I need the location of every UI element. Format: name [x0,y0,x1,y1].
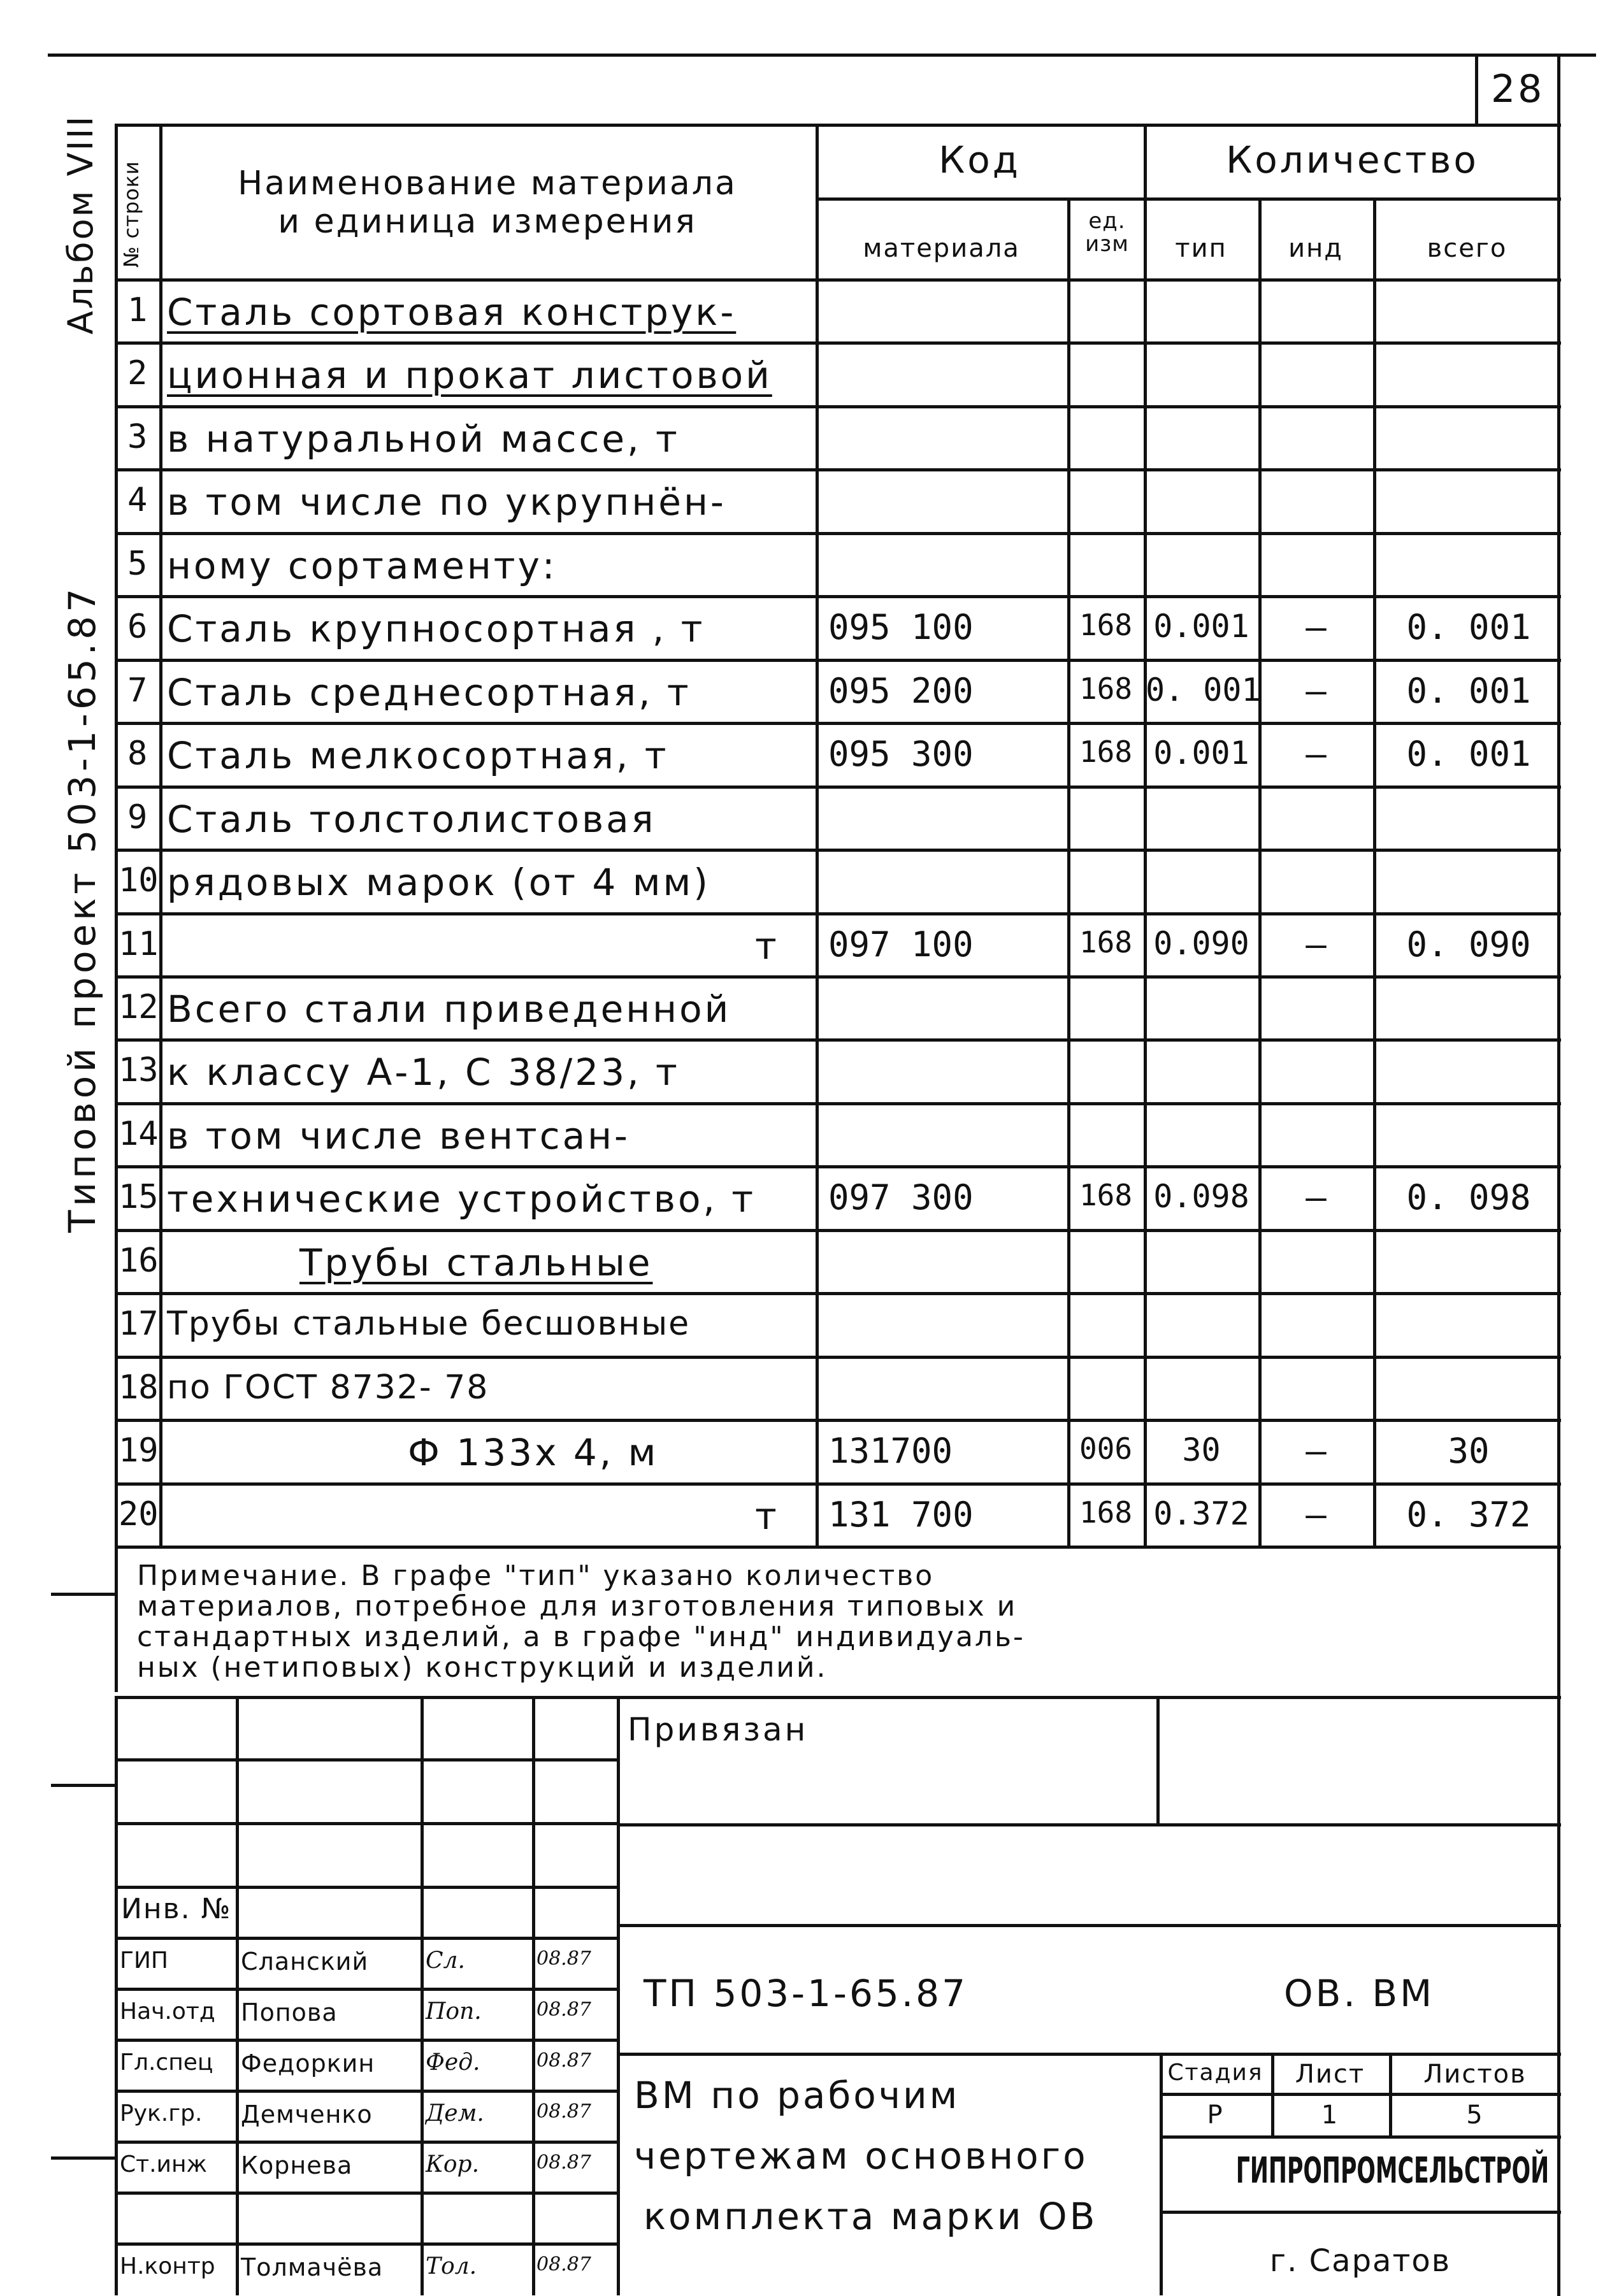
signature-mark: Фед. [426,2049,480,2076]
row-ind: — [1306,924,1327,965]
row-number: 18 [119,1368,159,1407]
row-total: 0. 001 [1406,734,1531,775]
row-name: т [755,1494,779,1538]
sheet-number: 28 [1491,67,1545,111]
row-number: 12 [119,987,159,1026]
row-divider [115,532,1561,535]
signature-divider [115,2039,617,2042]
row-ind: — [1306,734,1327,775]
row-divider [115,341,1561,345]
title-line-2: чертежам основного [634,2134,1088,2178]
row-unit: 168 [1079,1178,1133,1213]
row-divider [115,468,1561,471]
row-code: 097 100 [828,924,974,965]
row-name: ному сортаменту: [167,543,558,587]
signature-mark: Поп. [426,1998,482,2025]
row-number: 15 [119,1178,159,1217]
row-name: Сталь крупносортная , т [167,607,705,651]
header-quantity: Количество [1226,138,1479,182]
row-ind: — [1306,1494,1327,1535]
signature-mark: Сл. [426,1948,465,1974]
note-line: материалов, потребное для изготовления типовых и [137,1590,1018,1623]
row-name: Сталь сортовая конструк- [167,291,737,334]
row-number: 10 [119,861,159,900]
row-divider [115,1419,1561,1422]
header-name-line1: Наименование материала [238,164,737,203]
row-name: ционная и прокат листовой [167,354,772,398]
row-number: 3 [127,417,148,456]
row-code: 097 300 [828,1177,974,1218]
row-ind: — [1306,1431,1327,1472]
row-type: 0.090 [1153,924,1249,962]
row-unit: 168 [1079,924,1133,959]
album-label: Альбом VIII [61,114,101,334]
row-unit: 168 [1079,671,1133,706]
row-type: 0.372 [1153,1495,1249,1532]
header-code-material: материала [863,234,1020,263]
stage-label: Стадия [1167,2060,1263,2086]
row-name: в том числе вентсан- [167,1114,630,1158]
inventory-number-label: Инв. № [121,1893,232,1925]
row-type: 0.001 [1153,735,1249,772]
row-divider [115,278,1561,282]
signature-divider [115,1988,617,1991]
row-divider [115,659,1561,662]
signature-role: Гл.спец [120,2049,213,2076]
row-divider [115,975,1561,979]
signature-role: Нач.отд [120,1998,215,2025]
signature-mark: Дем. [426,2100,484,2127]
signature-divider [115,2090,617,2093]
sheets-value: 5 [1466,2100,1484,2130]
signature-date: 08.87 [536,1998,591,2021]
row-divider [115,722,1561,725]
note-side-tick [51,1593,115,1596]
bound-label: Привязан [628,1711,809,1748]
signature-divider [115,1937,617,1940]
signature-role: Н.контр [120,2253,215,2279]
row-total: 0. 090 [1406,924,1531,965]
row-number: 13 [119,1051,159,1090]
note-left-border [115,1546,118,1692]
row-unit: 006 [1079,1431,1133,1467]
row-type: 0.098 [1153,1178,1249,1216]
header-name-line2: и единица измерения [278,203,697,241]
row-divider [115,786,1561,789]
title-line-3: комплекта марки ОВ [644,2195,1098,2238]
row-number: 8 [127,735,148,773]
row-number: 6 [127,608,148,647]
top-border [48,54,1596,57]
row-number: 4 [127,481,148,520]
header-code-unit: ед. изм [1085,208,1129,257]
right-border [1557,54,1560,2296]
signature-date: 08.87 [536,2151,591,2174]
row-divider [115,1482,1561,1486]
row-name: Всего стали приведенной [167,987,731,1031]
row-number: 2 [127,354,148,393]
signature-role: Ст.инж [120,2151,207,2178]
signature-name: Корнева [241,2151,353,2179]
row-divider [115,405,1561,408]
signature-name: Сланский [241,1948,369,1976]
signature-divider [115,2242,617,2246]
sheet-label: Лист [1295,2060,1365,2089]
row-unit: 168 [1079,735,1133,770]
row-divider [115,595,1561,598]
row-code: 131700 [828,1431,953,1472]
sheet-value: 1 [1321,2100,1339,2130]
row-total: 0. 372 [1406,1494,1531,1535]
row-name: Трубы стальные [299,1240,653,1284]
row-name: Сталь мелкосортная, т [167,734,669,778]
row-number: 17 [119,1305,159,1344]
row-number: 9 [127,798,148,836]
row-name: в том числе по укрупнён- [167,480,726,524]
doc-code: ТП 503-1-65.87 [644,1972,968,2015]
row-ind: — [1306,1177,1327,1218]
note-line: стандартных изделий, а в графе "инд" индивидуаль- [137,1621,1025,1653]
row-name: т [755,924,779,968]
header-row-no: № строки [119,161,143,268]
row-divider [115,912,1561,915]
row-number: 7 [127,671,148,710]
row-divider [115,849,1561,852]
signature-role: ГИП [120,1948,168,1974]
signature-role: Рук.гр. [120,2100,203,2127]
row-unit: 168 [1079,1495,1133,1530]
row-number: 20 [119,1495,159,1533]
signature-name: Толмачёва [241,2253,384,2281]
row-number: 19 [119,1431,159,1470]
header-qty-ind: инд [1288,234,1343,263]
row-total: 0. 001 [1406,607,1531,648]
sheets-label: Листов [1423,2060,1527,2089]
row-total: 0. 001 [1406,670,1531,711]
row-code: 095 300 [828,734,974,775]
row-type: 0. 001 [1146,671,1261,708]
note-line: ных (нетиповых) конструкций и изделий. [137,1651,828,1684]
row-divider [115,1356,1561,1359]
row-number: 1 [127,291,148,329]
signature-name: Федоркин [241,2049,375,2077]
doc-mark: ОВ. ВМ [1284,1972,1435,2015]
row-divider [115,1102,1561,1105]
row-name: Трубы стальные бесшовные [167,1305,691,1344]
signature-name: Попова [241,1998,338,2027]
row-type: 30 [1182,1431,1221,1469]
row-code: 131 700 [828,1494,974,1535]
row-name: в натуральной массе, т [167,417,680,461]
row-name: по ГОСТ 8732- 78 [167,1368,489,1407]
header-code: Код [939,138,1021,182]
signature-divider [115,2192,617,2195]
title-line-1: ВМ по рабочим [634,2074,960,2117]
signature-date: 08.87 [536,2049,591,2072]
row-number: 14 [119,1114,159,1153]
project-label: Типовой проект 503-1-65.87 [61,585,104,1233]
row-name: Ф 133х 4, м [408,1431,659,1475]
organization: ГИПРОПРОМСЕЛЬСТРОЙ [1235,2150,1550,2192]
row-total: 30 [1448,1431,1490,1472]
row-code: 095 200 [828,670,974,711]
row-name: Сталь толстолистовая [167,797,656,841]
row-total: 0. 098 [1406,1177,1531,1218]
signature-date: 08.87 [536,1948,591,1970]
stage-value: Р [1207,2100,1224,2130]
signature-divider [115,2141,617,2144]
row-divider [115,1292,1561,1295]
row-type: 0.001 [1153,608,1249,645]
row-number: 16 [119,1241,159,1280]
row-name: Сталь среднесортная, т [167,670,691,714]
row-divider [115,1229,1561,1232]
sheet-number-box-left [1475,54,1478,124]
row-name: рядовых марок (от 4 мм) [167,861,710,905]
row-divider [115,1038,1561,1042]
row-ind: — [1306,607,1327,648]
signature-name: Демченко [241,2100,373,2128]
row-unit: 168 [1079,608,1133,643]
row-number: 11 [119,924,159,963]
row-ind: — [1306,670,1327,711]
signature-date: 08.87 [536,2100,591,2123]
row-divider [115,1165,1561,1168]
row-name: технические устройство, т [167,1177,756,1221]
row-number: 5 [127,544,148,583]
row-code: 095 100 [828,607,974,648]
header-qty-type: тип [1175,234,1227,263]
header-qty-total: всего [1427,234,1507,263]
city: г. Саратов [1269,2243,1451,2279]
signature-mark: Тол. [426,2253,477,2279]
signature-date: 08.87 [536,2253,591,2276]
note-line: Примечание. В графе "тип" указано количество [137,1560,935,1592]
signature-mark: Кор. [426,2151,480,2178]
row-name: к классу А-1, С 38/23, т [167,1051,680,1094]
